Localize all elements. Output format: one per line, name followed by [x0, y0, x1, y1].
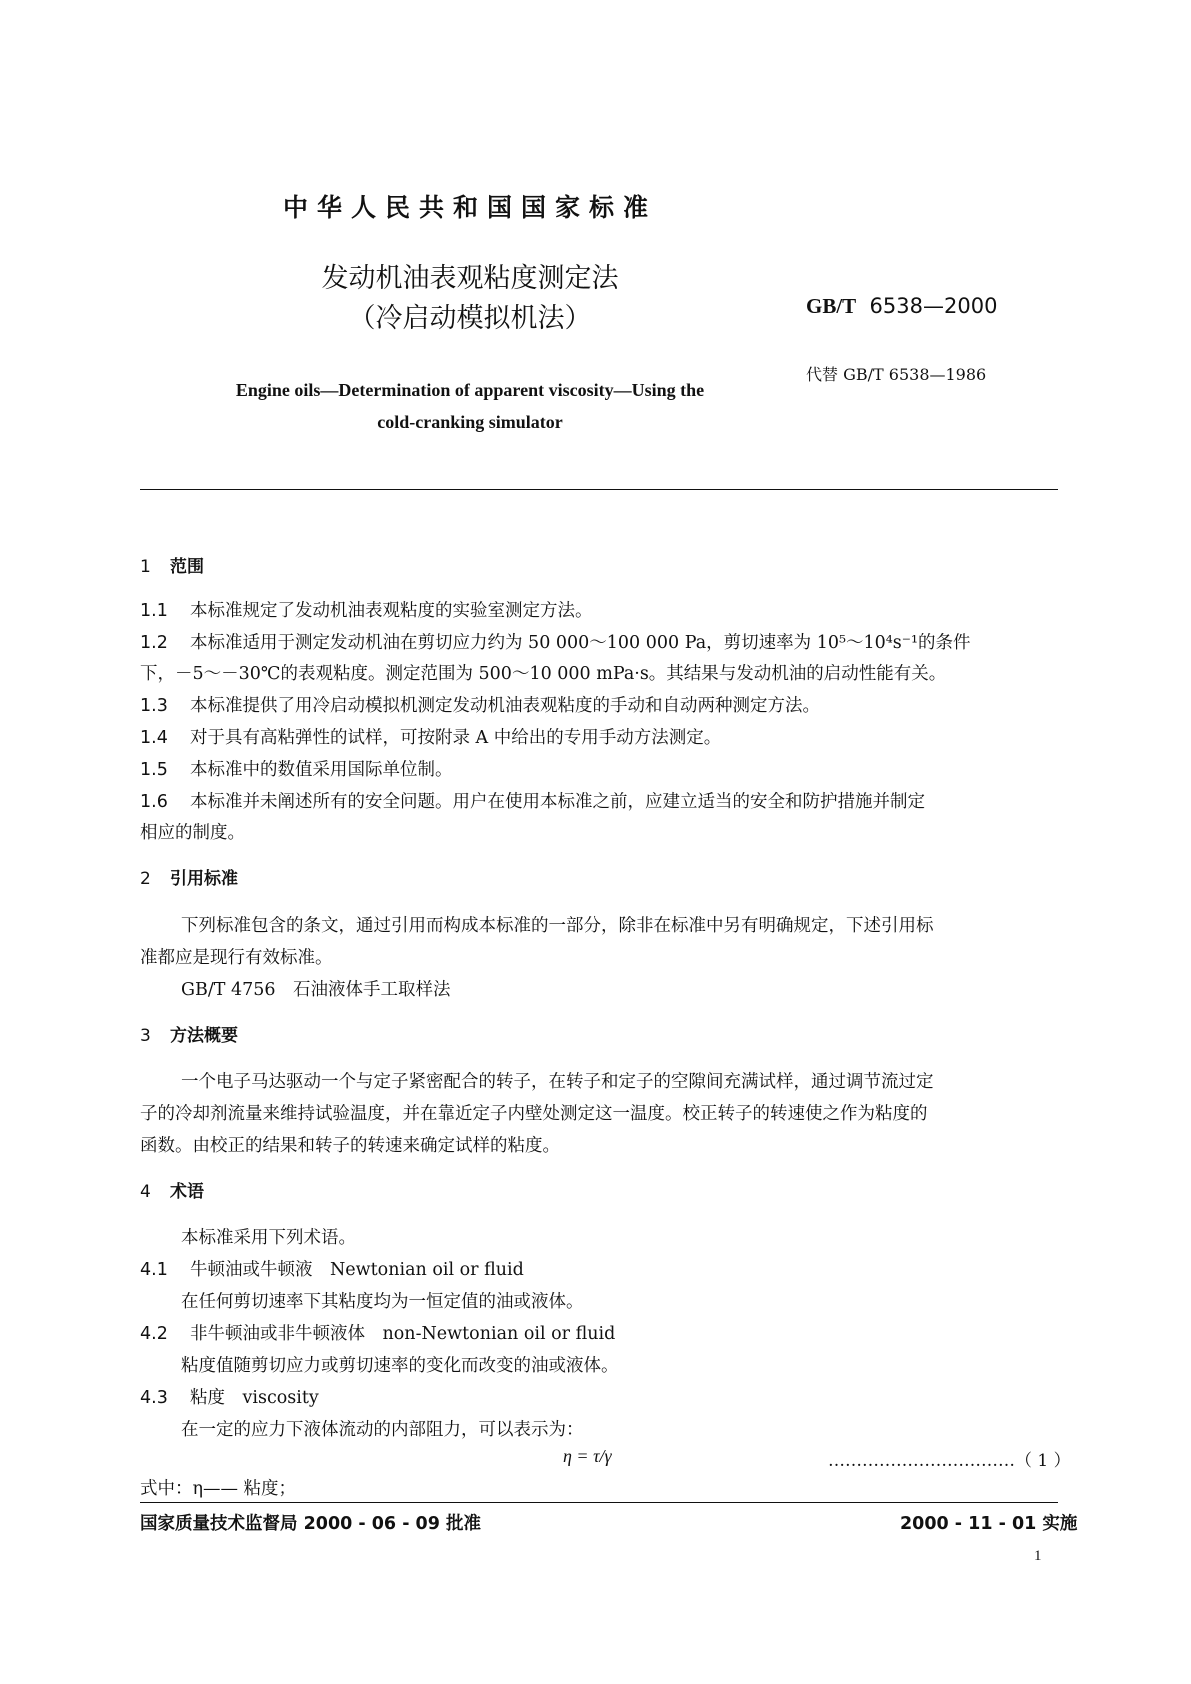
clause-1-1: 1.1 本标准规定了发动机油表观粘度的实验室测定方法。: [140, 601, 593, 621]
section-2-heading: 2 引用标准: [140, 869, 238, 889]
term-4-3: 4.3 粘度 viscosity: [140, 1388, 319, 1408]
header-divider: [140, 489, 1058, 490]
term-4-3-definition: 在一定的应力下液体流动的内部阻力，可以表示为：: [181, 1420, 584, 1440]
footer-divider: [140, 1502, 1058, 1503]
english-title-line1: Engine oils—Determination of apparent viscosity—Using the: [235, 380, 705, 400]
clause-1-5: 1.5 本标准中的数值采用国际单位制。: [140, 760, 453, 780]
section-3-line3: 函数。由校正的结果和转子的转速来确定试样的粘度。: [140, 1136, 560, 1156]
term-4-2-definition: 粘度值随剪切应力或剪切速率的变化而改变的油或液体。: [181, 1356, 619, 1376]
standard-code: [806, 294, 997, 319]
code-number: 6538—2000: [869, 294, 998, 318]
section-4-heading: 4 术语: [140, 1182, 204, 1202]
clause-1-6-cont: 相应的制度。: [140, 823, 245, 843]
section-3-line2: 子的冷却剂流量来维持试验温度，并在靠近定子内壁处测定这一温度。校正转子的转速使之作为粘度的: [140, 1104, 928, 1124]
clause-1-2-cont: 下，－5～－30℃的表观粘度。测定范围为 500～10 000 mPa·s。其结果与发动机油的启动性能有关。: [140, 664, 947, 684]
english-title-line2: cold-cranking simulator: [377, 412, 563, 432]
implementation-date: 2000 - 11 - 01 实施: [900, 1514, 1078, 1534]
page-number: 1: [1034, 1548, 1042, 1564]
section-4-intro: 本标准采用下列术语。: [181, 1228, 356, 1248]
clause-1-6: 1.6 本标准并未阐述所有的安全问题。用户在使用本标准之前，应建立适当的安全和防护措施并制定: [140, 792, 925, 812]
equation-number: ……………………………（ 1 ）: [828, 1451, 1071, 1471]
term-4-1-definition: 在任何剪切速率下其粘度均为一恒定值的油或液体。: [181, 1292, 584, 1312]
viscosity-formula: η = τ/γ: [563, 1446, 612, 1466]
term-4-1: 4.1 牛顿油或牛顿液 Newtonian oil or fluid: [140, 1260, 524, 1280]
code-prefix: GB/T: [806, 294, 857, 318]
section-2-paragraph: 下列标准包含的条文，通过引用而构成本标准的一部分，除非在标准中另有明确规定，下述引用标: [181, 916, 934, 936]
replaces-standard: 代替 GB/T 6538—1986: [806, 365, 987, 384]
document-subtitle: （冷启动模拟机法）: [348, 303, 592, 334]
formula-where: 式中：η—— 粘度；: [140, 1479, 297, 1499]
clause-1-4: 1.4 对于具有高粘弹性的试样，可按附录 A 中给出的专用手动方法测定。: [140, 728, 722, 748]
section-1-heading: 1 范围: [140, 557, 204, 577]
clause-1-3: 1.3 本标准提供了用冷启动模拟机测定发动机油表观粘度的手动和自动两种测定方法。: [140, 696, 820, 716]
section-3-heading: 3 方法概要: [140, 1026, 238, 1046]
national-standard-heading: 中华人民共和国国家标准: [282, 193, 657, 222]
section-2-paragraph-cont: 准都应是现行有效标准。: [140, 948, 333, 968]
approval-line: 国家质量技术监督局 2000 - 06 - 09 批准: [140, 1514, 481, 1534]
section-3-line1: 一个电子马达驱动一个与定子紧密配合的转子，在转子和定子的空隙间充满试样，通过调节流过定: [181, 1072, 934, 1092]
term-4-2: 4.2 非牛顿油或非牛顿液体 non-Newtonian oil or fluid: [140, 1324, 616, 1344]
document-title: 发动机油表观粘度测定法: [321, 263, 619, 294]
clause-1-2: 1.2 本标准适用于测定发动机油在剪切应力约为 50 000～100 000 Pa，剪切速率为 10⁵～10⁴s⁻¹的条件: [140, 633, 971, 653]
referenced-standard: GB/T 4756 石油液体手工取样法: [181, 980, 451, 1000]
